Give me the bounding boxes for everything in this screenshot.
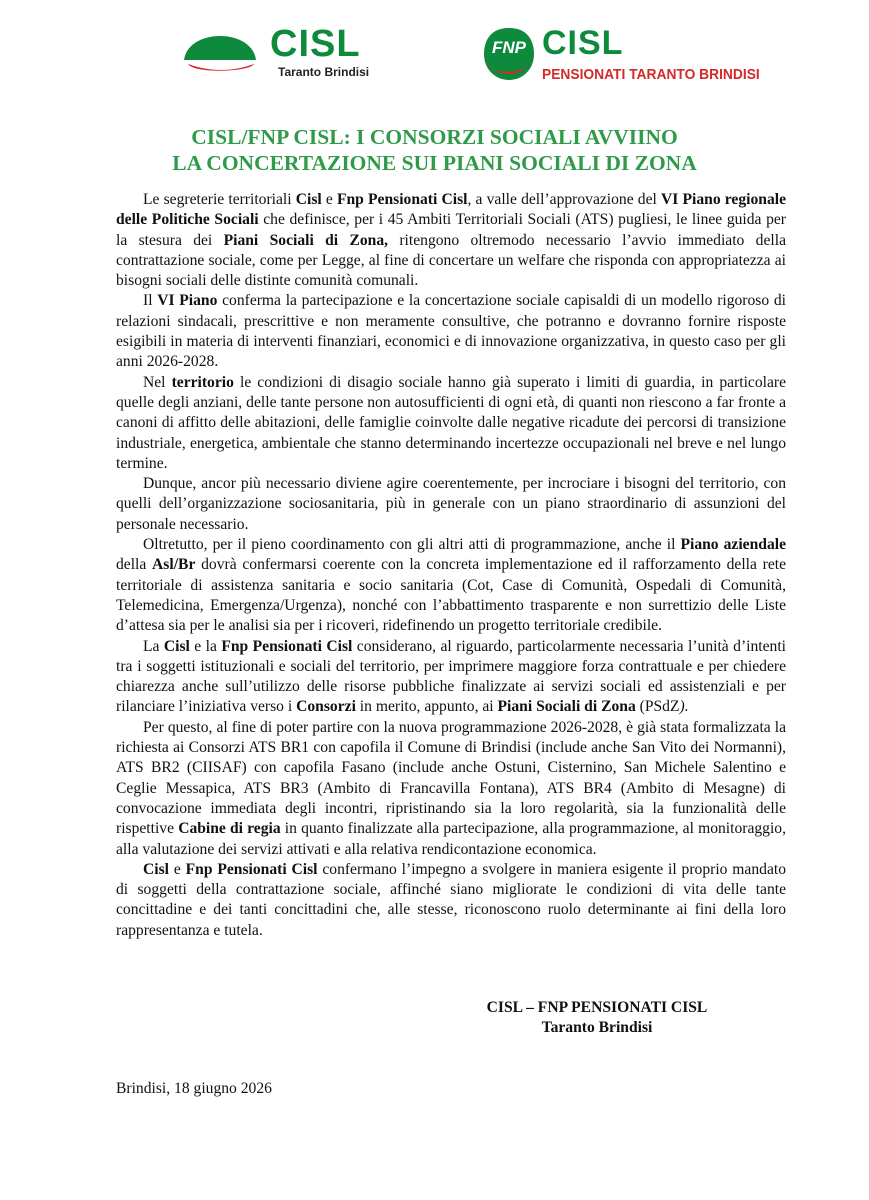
- text-run: (PSdZ: [635, 698, 680, 716]
- text-run: in quanto finalizzate alla partecipazione, alla programmazione, al monitoraggio, alla valutazione dei servizi attivati e alla relativa rendicontazione economica.: [116, 820, 786, 858]
- text-run: Nel: [143, 373, 172, 391]
- text-run: dovrà confermarsi coerente con la concreta implementazione ed il rafforzamento della rete territoriale di assistenza sanitaria e socio sanitaria (Cot, Case di Comunità, Ospedali di Comunità, Telemedicina, Emergenza/Urgenza), nonché con l’abbattimento trasparente e non surrettizio delle Liste d’attesa sia per le analisi sia per i ricoveri, ridefinendo un progetto territoriale credibile.: [116, 556, 787, 635]
- signature-block: [432, 998, 762, 1039]
- cisl-logo-mark-icon: [180, 22, 260, 80]
- bold-text: Cisl: [163, 637, 190, 655]
- cisl-logo-subtitle: Taranto Brindisi: [278, 65, 370, 79]
- text-run: della: [116, 556, 153, 574]
- signature-line-2: Taranto Brindisi: [541, 1019, 653, 1037]
- text-run: Dunque, ancor più necessario diviene agire coerentemente, per incrociare i bisogni del territorio, con quelli dell’organizzazione sociosanitaria, più in generale con un piano straordinario di assunzioni del personale necessario.: [116, 475, 786, 533]
- bold-text: VI Piano: [157, 292, 218, 310]
- fnp-logo-name: CISL: [542, 24, 624, 62]
- bold-text: Cabine di regia: [178, 820, 281, 838]
- fnp-logo-subtitle: PENSIONATI TARANTO BRINDISI: [542, 66, 760, 83]
- body-paragraph: [116, 291, 786, 372]
- title-line-1: CISL/FNP CISL: I CONSORZI SOCIALI AVVIINO: [191, 125, 678, 149]
- body-paragraph: [116, 474, 786, 535]
- text-run: e: [321, 191, 337, 208]
- text-run: che definisce, per i 45 Ambiti Territoriali Sociali (ATS) pugliesi, le linee guida per la stesura dei: [116, 211, 786, 249]
- text-run: confermano l’impegno a svolgere in maniera esigente il proprio mandato di soggetti della contrattazione sociale, affinché siano migliorate le condizioni di vita delle tante concittadine e dei tanti concittadini che, alle stesse, riconoscono ruolo determinante ai fini della loro rappresentanza e tutela.: [116, 860, 786, 939]
- text-run: La: [143, 637, 164, 655]
- title-line-2: LA CONCERTAZIONE SUI PIANI SOCIALI DI ZONA: [172, 151, 697, 175]
- bold-text: Fnp Pensionati Cisl: [336, 191, 468, 208]
- document-date: Brindisi, 18 giugno 2026: [116, 1080, 272, 1097]
- bold-text: Fnp Pensionati Cisl: [221, 637, 353, 655]
- document-title: [0, 124, 869, 176]
- text-run: ritengono oltremodo necessario l’avvio immediato della contrattazione sociale, come per Legge, al fine di concertare un welfare che risponda con appropriatezza ai bisogni sociali delle distinte comunità comunali.: [116, 231, 786, 290]
- bold-text: Consorzi: [296, 698, 356, 716]
- body-paragraph: [116, 860, 786, 941]
- cisl-logo-name: CISL: [270, 23, 361, 65]
- fnp-cisl-logo: [482, 24, 760, 88]
- italic-text: ).: [679, 698, 689, 716]
- body-paragraph: [116, 637, 786, 718]
- bold-text: Cisl: [143, 860, 169, 878]
- text-run: Per questo, al fine di poter partire con la nuova programmazione 2026-2028, è già stata formalizzata la richiesta ai Consorzi ATS BR1 con capofila il Comune di Brindisi (include anche San Vito dei Normanni), ATS BR2 (CIISAF) con capofila Fasano (include anche Ostuni, Cisternino, San Michele Salentino e Ceglie Messapica, ATS BR3 (Ambito di Francavilla Fontana), ATS BR4 (Ambito di Mesagne) di convocazione immediata degli incontri, ripristinando sia la loro regolarità, sia la funzionalità delle rispettive: [116, 718, 786, 838]
- body-paragraph: [116, 190, 786, 291]
- document-body: [116, 190, 786, 941]
- fnp-badge-text: FNP: [492, 38, 526, 57]
- cisl-logo: [180, 22, 410, 84]
- bold-text: Fnp Pensionati Cisl: [185, 860, 318, 878]
- bold-text: VI Piano regionale delle Politiche Sociali: [116, 191, 786, 229]
- bold-text: Cisl: [295, 191, 322, 208]
- bold-text: Asl/Br: [152, 556, 196, 574]
- body-paragraph: [116, 373, 786, 474]
- text-run: Il: [143, 292, 158, 310]
- body-paragraph: [116, 535, 786, 636]
- text-run: Le segreterie territoriali: [143, 191, 296, 208]
- bold-text: Piani Sociali di Zona,: [223, 231, 389, 249]
- bold-text: Piani Sociali di Zona: [497, 698, 636, 716]
- text-run: , a valle dell’approvazione del: [467, 191, 662, 208]
- bold-text: Piano aziendale: [680, 536, 786, 554]
- text-run: Oltretutto, per il pieno coordinamento con gli altri atti di programmazione, anche il: [143, 536, 681, 554]
- text-run: considerano, al riguardo, particolarmente necessaria l’unità d’intenti tra i soggetti istituzionali e sociali del territorio, per imprimere maggiore forza contrattuale e per chiedere chiarezza anche sull’utilizzo delle risorse pubbliche finalizzate ai servizi sociali ed assistenziali e per rilanciare l’iniziativa verso i: [116, 637, 786, 716]
- signature-line-1: CISL – FNP PENSIONATI CISL: [486, 999, 708, 1016]
- bold-text: territorio: [171, 373, 234, 391]
- text-run: e la: [189, 637, 222, 655]
- text-run: le condizioni di disagio sociale hanno già superato i limiti di guardia, in particolare quelle degli anziani, delle tante persone non autosufficienti di ogni età, di quanti non riescono a far fronte a canoni di affitto delle abitazioni, delle famiglie coinvolte dalle negative ricadute dei percorsi di transizione industriale, energetica, ambientale che stanno determinando incertezze occupazionali nel breve e nel lungo termine.: [116, 373, 786, 472]
- body-paragraph: [116, 718, 786, 860]
- text-run: conferma la partecipazione e la concertazione sociale capisaldi di un modello rigoroso di relazioni sindacali, prescrittive e non meramente consultive, che potranno e dovranno fornire risposte esigibili in materia di interventi finanziari, economici e di innovazione organizzativa, in questo caso per gli anni 2026-2028.: [116, 292, 786, 371]
- text-run: in merito, appunto, ai: [355, 698, 498, 716]
- text-run: e: [169, 860, 186, 878]
